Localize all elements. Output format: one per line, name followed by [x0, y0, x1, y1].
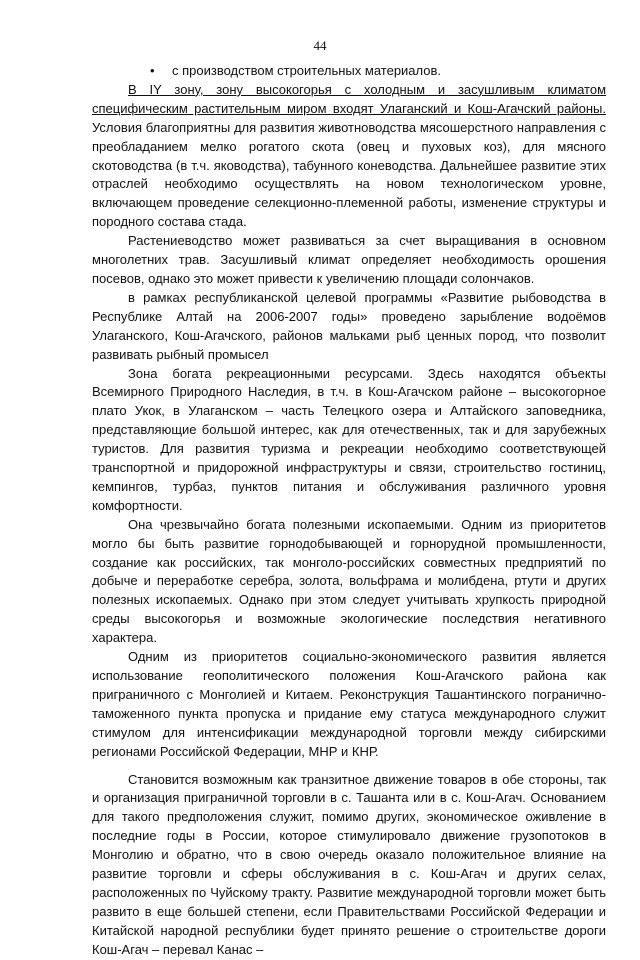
page-body	[92, 62, 606, 960]
paragraph-crop-farming: Растениеводство может развиваться за счет выращивания в основном многолетних трав. Засушливый климат определяет необходимость орошения посевов, однако это может привести к увеличению площади солончаков.	[92, 233, 606, 286]
paragraph-recreation: Зона богата рекреационными ресурсами. Здесь находятся объекты Всемирного Природного Наследия, в т.ч. в Кош-Агачском районе – высокогорное плато Укок, в Улаганском – часть Телецкого озера и Алтайского заповедника, представляющие большой интерес, как для отечественных, так и для зарубежных туристов. Для развития туризма и рекреации необходимо соответствующей транспортной и придорожной инфраструктуры и связи, строительство гостиниц, кемпингов, турбаз, пунктов питания и обслуживания различного уровня комфортности.	[92, 365, 606, 513]
paragraph-geopolitics: Одним из приоритетов социально-экономического развития является использование геополитического положения Кош-Агачского района как приграничного с Монголией и Китаем. Реконструкция Ташантинского погранично-таможенного пункта пропуска и придание ему статуса международного служит стимулом для интенсификации международной торговли между сибирскими регионами Российской Федерации, МНР и КНР.	[92, 649, 606, 759]
paragraph-transit-trade: Становится возможным как транзитное движение товаров в обе стороны, так и организация приграничной торговли в с. Ташанта или в с. Кош-Агач. Основанием для такого предположения служит, помимо других, экономическое оживление в последние годы в России, которое стимулировало движение грузопотоков в Монголию и обратно, что в свою очередь оказало положительное влияние на развитие торговли и сферы обслуживания в с. Кош-Агач и других селах, расположенных по Чуйскому тракту. Развитие международной торговли может быть развито в еще большей степени, если Правительствами Российской Федерации и Китайской народной республики будет принято решение о строительстве дороги Кош-Агач – перевал Канас –	[92, 771, 606, 957]
paragraph-text: Условия благоприятны для развития животноводства мясошерстного направления с преобладанием мелко рогатого скота (овец и пуховых коз), для мясного скотоводства (в т.ч. яководства), табунного коневодства. Дальнейшее развитие этих отраслей необходимо осуществлять на новом технологическом уровне, включающем проведение селекционно-племенной работы, изменение структуры и породного состава стада.	[92, 119, 606, 230]
page-number: 44	[313, 38, 327, 53]
paragraph-zone-4	[92, 81, 606, 232]
bullet-text: с производством строительных материалов.	[172, 63, 442, 78]
bullet-dot-icon: •	[150, 63, 155, 78]
paragraph-minerals: Она чрезвычайно богата полезными ископаемыми. Одним из приоритетов могло бы быть развитие горнодобывающей и горнорудной промышленности, создание как российских, так монголо-российских совместных предприятий по добыче и переработке серебра, золота, вольфрама и молибдена, ртути и других полезных ископаемых. Однако при этом следует учитывать хрупкость природной среды высокогорья и возможные экологические последствия негативного характера.	[92, 516, 606, 646]
bullet-item	[150, 62, 606, 81]
paragraph-fish-farming: в рамках республиканской целевой программы «Развитие рыбоводства в Республике Алтай на 2006-2007 годы» проведено зарыбление водоёмов Улаганского, Кош-Агачского, районов мальками рыб ценных пород, что позволит развивать рыбный промысел	[92, 289, 606, 362]
zone-4-underlined-heading: В IY зону, зону высокогорья с холодным и засушливым климатом специфическим растительным миром входят Улаганский и Кош-Агачский районы.	[92, 81, 606, 116]
